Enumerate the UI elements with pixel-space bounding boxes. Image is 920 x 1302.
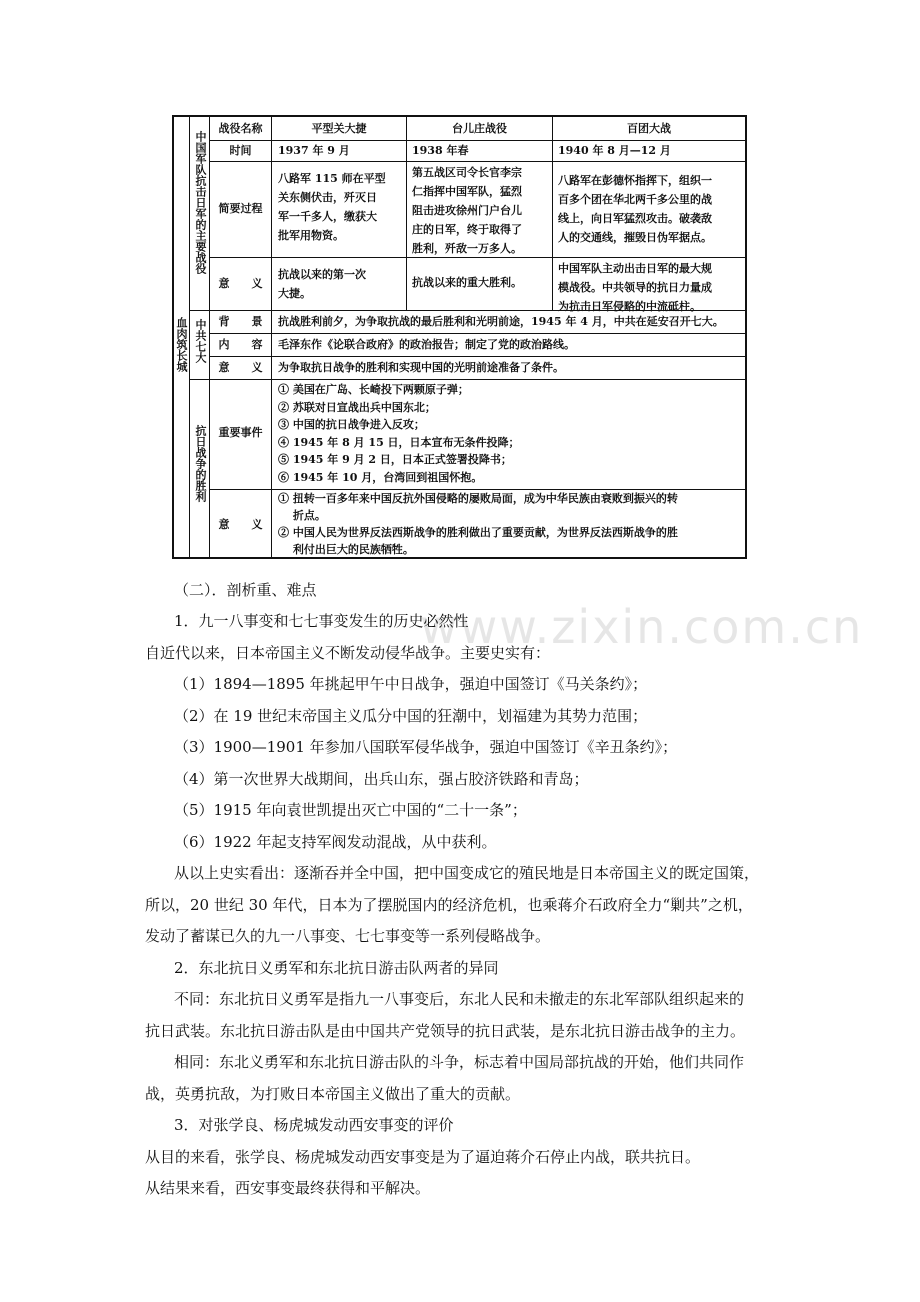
list-item: ① 美国在广岛、长崎投下两颗原子弹； (278, 383, 469, 396)
divider (209, 356, 745, 357)
list-item: （5）1915 年向袁世凯提出灭亡中国的“二十一条”； (174, 801, 527, 819)
subheading-2: 2．东北抗日义勇军和东北抗日游击队两者的异同 (174, 959, 499, 977)
paragraph: 从目的来看，张学良、杨虎城发动西安事变是为了逼迫蒋介石停止内战，联共抗日。 (145, 1148, 701, 1166)
time-value: 1940 年 8 月—12 月 (558, 144, 671, 157)
paragraph: 抗日武装。东北抗日游击队是由中国共产党领导的抗日武装，是东北抗日游击战争的主力。 (145, 1022, 746, 1040)
background-label: 背 景 (218, 315, 263, 328)
section-label-victory: 抗日战争的胜利 (194, 425, 207, 502)
list-item: （1）1894—1895 年挑起甲午中日战争，强迫中国签订《马关条约》； (174, 675, 648, 693)
time-label: 时间 (229, 144, 252, 157)
paragraph: 从以上史实看出：逐渐吞并全中国，把中国变成它的殖民地是日本帝国主义的既定国策， (174, 864, 760, 882)
process-text: 八路军 115 师在平型 关东侧伏击，歼灭日 军一千多人，缴获大 批军用物资。 (278, 172, 386, 242)
content-text: 毛泽东作《论联合政府》的政治报告；制定了党的政治路线。 (278, 338, 575, 351)
paragraph: 战，英勇抗敌，为打败日本帝国主义做出了重大的贡献。 (145, 1085, 521, 1103)
divider (189, 379, 745, 380)
list-item: ⑥ 1945 年 10 月，台湾回到祖国怀抱。 (278, 470, 483, 484)
significance-text: 中国军队主动出击日军的最大规 模战役。中共领导的抗日力量成 为抗击日军侵略的中流砥柱。 (558, 262, 712, 313)
content-label: 内 容 (218, 338, 263, 351)
header-taierzhuang: 台儿庄战役 (452, 122, 507, 135)
process-text: 第五战区司令长官李宗 仁指挥中国军队，猛烈 阻击进攻徐州门户台儿 庄的日军，终于取得了 胜利，歼敌一万多人。 (412, 166, 522, 255)
divider (189, 117, 190, 557)
list-item: （4）第一次世界大战期间，出兵山东，强占胶济铁路和青岛； (174, 770, 589, 788)
divider (552, 117, 553, 310)
subheading-1: 1．九一八事变和七七事变发生的历史必然性 (174, 612, 469, 630)
list-item: ④ 1945 年 8 月 15 日，日本宣布无条件投降； (278, 435, 520, 449)
divider (209, 161, 745, 162)
list-item: ⑤ 1945 年 9 月 2 日，日本正式签署投降书； (278, 453, 512, 466)
significance-text: 抗战以来的重大胜利。 (412, 276, 522, 289)
background-text: 抗战胜利前夕，为争取抗战的最后胜利和光明前途，1945 年 4 月，中共在延安召开七大。 (278, 315, 724, 328)
list-item: （2）在 19 世纪末帝国主义瓜分中国的狂潮中，划福建为其势力范围； (174, 707, 648, 725)
history-summary-table (172, 115, 747, 559)
watermark: www.zixin.com.cn (420, 600, 864, 654)
significance-text: 抗战以来的第一次 大捷。 (278, 268, 366, 300)
header-hundred-regiments: 百团大战 (627, 122, 671, 135)
paragraph: 从结果来看，西安事变最终获得和平解决。 (145, 1179, 431, 1197)
process-text: 八路军在彭德怀指挥下，组织一 百多个团在华北两千多公里的战 线上，向日军猛烈攻击。破袭敌 人的交通线，摧毁日伪军据点。 (558, 174, 712, 244)
time-value: 1937 年 9 月 (278, 144, 350, 157)
subheading-3: 3．对张学良、杨虎城发动西安事变的评价 (174, 1116, 454, 1134)
section-heading: （二）．剖析重、难点 (174, 581, 317, 599)
paragraph: 相同：东北义勇军和东北抗日游击队的斗争，标志着中国局部抗战的开始，他们共同作 (174, 1053, 745, 1071)
paragraph: 发动了蓄谋已久的九一八事变、七七事变等一系列侵略战争。 (145, 927, 551, 945)
list-item: （6）1922 年起支持军阀发动混战，从中获利。 (174, 833, 497, 851)
events-label: 重要事件 (218, 426, 263, 439)
paragraph: 自近代以来，日本帝国主义不断发动侵华战争。主要史实有： (145, 644, 551, 662)
divider (209, 333, 745, 334)
paragraph: 不同：东北抗日义勇军是指九一八事变后，东北人民和未撤走的东北军部队组织起来的 (174, 990, 745, 1008)
section-label-battles: 中国军队抗击日军的主要战役 (194, 131, 207, 274)
list-item: ② 苏联对日宣战出兵中国东北； (278, 400, 436, 414)
list-item: ③ 中国的抗日战争进入反攻； (278, 418, 425, 431)
outer-label: 血肉筑长城 (175, 317, 188, 372)
events-list (278, 381, 520, 486)
victory-significance-text: ① 扭转一百多年来中国反抗外国侵略的屡败局面，成为中华民族由衰败到振兴的转 折点。 ② 中国人民为世界反法西斯战争的胜利做出了重要贡献，为世界反法西斯战争的胜 利付出巨大的民族牺牲。 (278, 492, 678, 556)
header-battle-name: 战役名称 (218, 122, 263, 135)
victory-significance-label: 意 义 (218, 518, 263, 531)
list-item: （3）1900—1901 年参加八国联军侵华战争，强迫中国签订《辛丑条约》； (174, 738, 678, 756)
paragraph: 所以，20 世纪 30 年代，日本为了摆脱国内的经济危机，也乘蒋介石政府全力“剿共”之机， (145, 896, 753, 914)
divider (406, 117, 407, 310)
divider (271, 117, 272, 557)
significance-label: 意 义 (218, 277, 263, 290)
time-value: 1938 年春 (412, 144, 469, 157)
process-label: 简要过程 (218, 202, 263, 215)
cpc-significance-label: 意 义 (218, 361, 263, 374)
cpc-significance-text: 为争取抗日战争的胜利和实现中国的光明前途准备了条件。 (278, 361, 564, 374)
header-pingxingguan: 平型关大捷 (311, 122, 367, 135)
section-label-cpc7: 中共七大 (194, 319, 207, 363)
